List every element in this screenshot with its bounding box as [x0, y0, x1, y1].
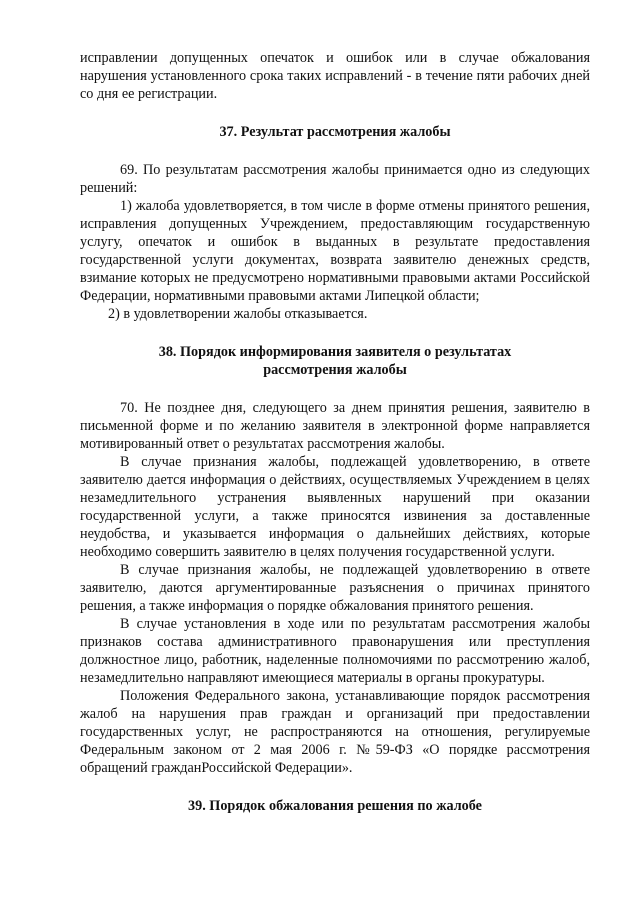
paragraph-70: 70. Не позднее дня, следующего за днем принятия решения, заявителю в письменной форме и по желанию заявителя в электронной форме направляется мотивированный ответ о результатах рассмотрения жалобы.	[80, 400, 590, 452]
section-39-heading: 39. Порядок обжалования решения по жалобе	[188, 798, 482, 814]
decision-item-2: 2) в удовлетворении жалобы отказывается.	[108, 306, 368, 322]
paragraph-69: 69. По результатам рассмотрения жалобы принимается одно из следующих решений:	[80, 162, 590, 196]
paragraph-satisfied-complaint: В случае признания жалобы, подлежащей удовлетворению, в ответе заявителю дается информация о действиях, осуществляемых Учреждением в целях незамедлительного устранения выявленных нарушений при оказании государственной услуги, а также приносятся извинения за доставленные неудобства, и указывается информация о дальнейших действиях, которые необходимо совершить заявителю в целях получения государственной услуги.	[80, 454, 590, 560]
paragraph-federal-law: Положения Федерального закона, устанавливающие порядок рассмотрения жалоб на нарушения прав граждан и организаций при предоставлении государственных услуг, не распространяются на отношения, регулируемые Федеральным законом от 2 мая 2006 г. №59-ФЗ «О порядке рассмотрения обращений гражданРоссийской Федерации».	[80, 688, 590, 776]
intro-paragraph: исправлении допущенных опечаток и ошибок или в случае обжалования нарушения установленного срока таких исправлений - в течение пяти рабочих дней со дня ее регистрации.	[80, 50, 590, 102]
document-body	[80, 49, 590, 815]
section-37-heading: 37. Результат рассмотрения жалобы	[219, 124, 451, 140]
section-38-heading-line1: 38. Порядок информирования заявителя о результатах	[158, 344, 512, 360]
paragraph-offense-detected: В случае установления в ходе или по результатам рассмотрения жалобы признаков состава административного правонарушения или преступления должностное лицо, работник, наделенные полномочиями по рассмотрению жалоб, незамедлительно направляют имеющиеся материалы в органы прокуратуры.	[80, 616, 590, 686]
paragraph-rejected-complaint: В случае признания жалобы, не подлежащей удовлетворению в ответе заявителю, даются аргументированные разъяснения о причинах принятого решения, а также информация о порядке обжалования принятого решения.	[80, 562, 590, 614]
section-38-heading-line2: рассмотрения жалобы	[263, 362, 407, 378]
decision-item-1: 1) жалоба удовлетворяется, в том числе в форме отмены принятого решения, исправления допущенных Учреждением, предоставляющим государственную услугу, опечаток и ошибок в выданных в результате предоставления государственной услуги документах, возврата заявителю денежных средств, взимание которых не предусмотрено нормативными правовыми актами Российской Федерации, нормативными правовыми актами Липецкой области;	[80, 198, 590, 304]
